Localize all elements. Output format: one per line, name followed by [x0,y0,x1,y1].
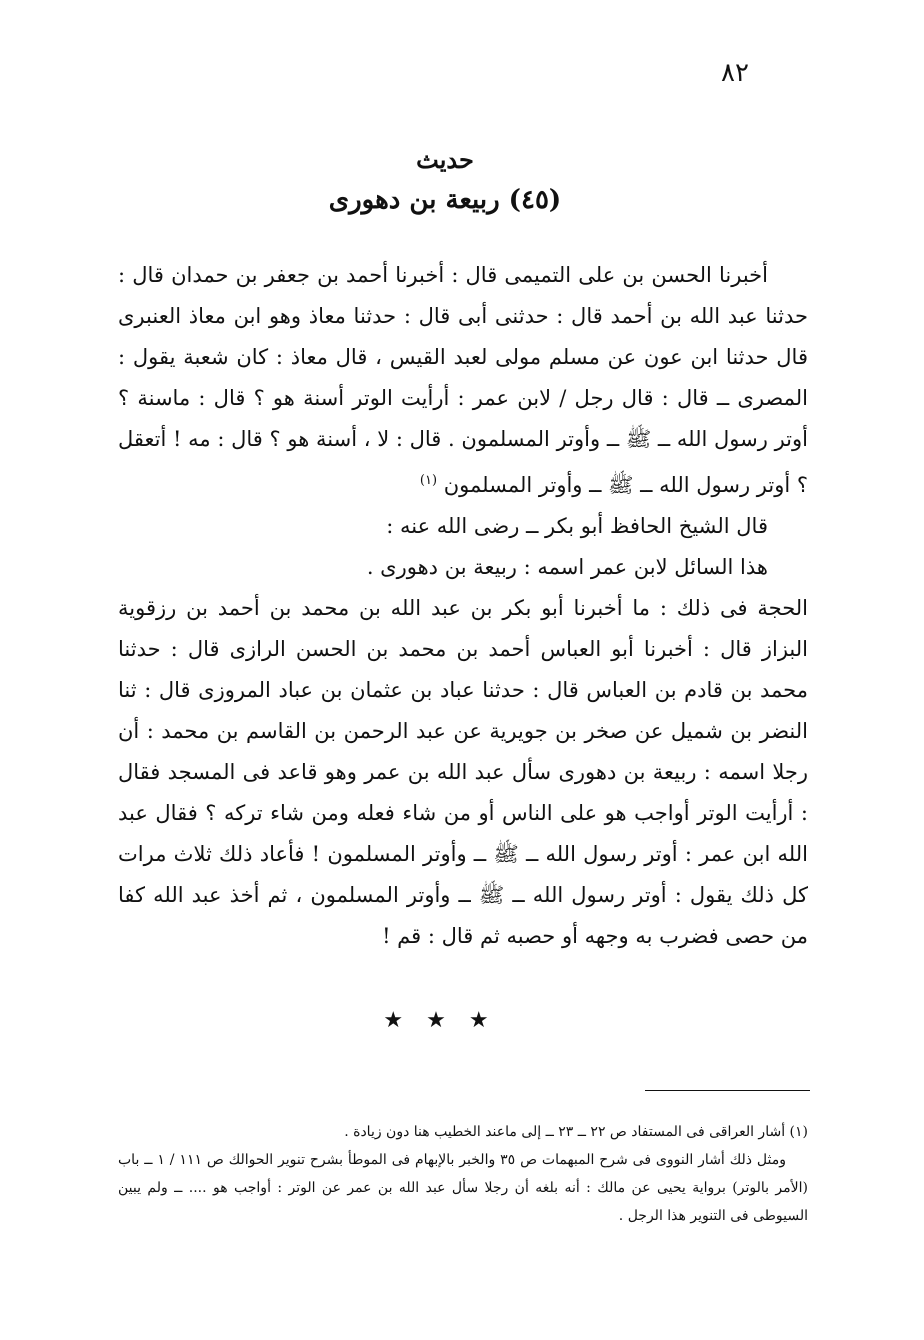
footnotes [118,1118,808,1230]
page-number: ٨٢ [721,58,749,88]
paragraph-sheikh: قال الشيخ الحافظ أبو بكر ــ رضى الله عنه : [386,514,768,538]
footnote-2: ومثل ذلك أشار النووى فى شرح المبهمات ص ٣٥ والخبر بالإبهام فى الموطأ بشرح تنوير الحوالك ص ١١١ / ١ ــ باب (الأمر بالوتر) برواية يحيى عن مالك : أنه بلغه أن رجلا سأل عبد الله بن عمر عن الوتر : أواجب هو .... ــ ولم يبين السيوطى فى التنوير هذا الرجل . [118,1152,808,1224]
footnote-marker: (١) [419,473,438,488]
footnote-1: (١) أشار العراقى فى المستفاد ص ٢٢ ــ ٢٣ ــ إلى ماعند الخطيب هنا دون زيادة . [344,1124,808,1140]
paragraph-isnad-text: أخبرنا الحسن بن على التميمى قال : أخبرنا أحمد بن جعفر بن حمدان قال : حدثنا عبد الله بن أحمد قال : حدثنى أبى قال : حدثنا معاذ وهو ابن معاذ العنبرى قال حدثنا ابن عون عن مسلم مولى لعبد القيس ، قال معاذ : كان شعبة يقول : المصرى ــ قال : قال رجل / لابن عمر : أرأيت الوتر أسنة هو ؟ قال : ماسنة ؟ أوتر رسول الله ــ ﷺ ــ وأوتر المسلمون . قال : لا ، أسنة هو ؟ قال : مه ! أتعقل ؟ أوتر رسول الله ــ ﷺ ــ وأوتر المسلمون [118,263,808,497]
paragraph-isnad [118,255,808,506]
section-separator-stars: ★ ★ ★ [383,1008,497,1033]
main-text [118,255,808,957]
footnote-divider [645,1090,810,1091]
paragraph-identification: هذا السائل لابن عمر اسمه : ربيعة بن دهورى . [366,555,768,579]
paragraph-evidence: الحجة فى ذلك : ما أخبرنا أبو بكر بن عبد الله بن محمد بن أحمد بن رزقوية البزاز قال : أخبرنا أبو العباس أحمد بن محمد بن الحسن الرازى قال : حدثنا محمد بن قادم بن العباس قال : حدثنا عباد بن عثمان بن عباد المروزى قال : ثنا النضر بن شميل عن صخر بن جويرية عن عبد الرحمن بن القاسم بن محمد : أن رجلا اسمه : ربيعة بن دهورى سأل عبد الله بن عمر وهو قاعد فى المسجد فقال : أرأيت الوتر أواجب هو على الناس أو من شاء فعله ومن شاء تركه ؟ فقال عبد الله ابن عمر : أوتر رسول الله ــ ﷺ ــ وأوتر المسلمون ! فأعاد ذلك ثلاث مرات كل ذلك يقول : أوتر رسول الله ــ ﷺ ــ وأوتر المسلمون ، ثم أخذ عبد الله كفا من حصى فضرب به وجهه أو حصبه ثم قال : قم ! [118,596,808,948]
section-heading: حديث [416,145,474,174]
hadith-title: (٤٥) ربيعة بن دهورى [328,185,562,215]
